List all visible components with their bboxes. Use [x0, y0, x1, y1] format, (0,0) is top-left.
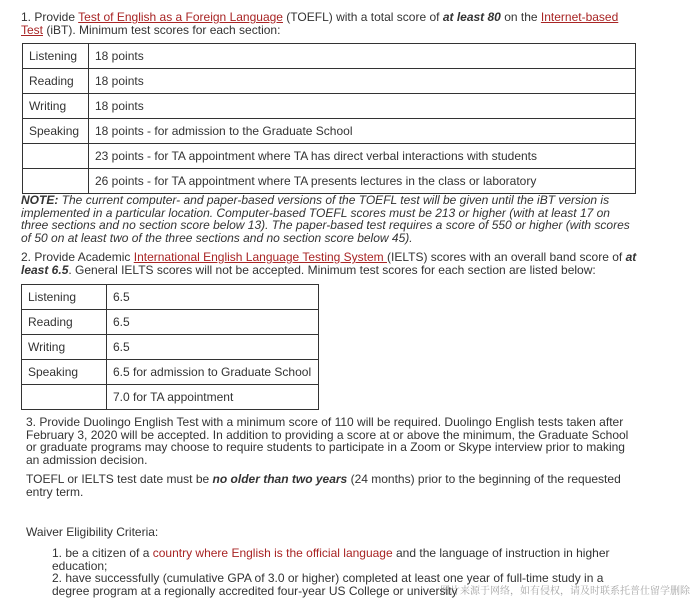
waiver-title: Waiver Eligibility Criteria: — [26, 525, 159, 539]
toefl-link[interactable]: Test of English as a Foreign Language — [78, 10, 283, 24]
toefl-note: NOTE: The current computer- and paper-based versions of the TOEFL test will be given until the iBT version is implemented in a particular location. Computer-based TOEFL scores must be 213 or higher (with at least 17 on three sections and no section score below 13). The paper-based test requires a score of 550 or higher (with scores of 50 on at least two of the three sections and no section score below 45). — [21, 193, 630, 245]
official-language-link[interactable]: country where English is the official language — [152, 546, 393, 560]
ibt-link[interactable]: Internet-based Test — [21, 10, 619, 37]
toefl-min-score: at least 80 — [442, 10, 501, 24]
ielts-paragraph: 2. Provide Academic International English Language Testing System (IELTS) scores with an overall band score of at least 6.5. General IELTS scores will not be accepted. Minimum test scores for each section are listed below: — [21, 250, 637, 277]
table-row: Speaking 18 points - for admission to the Graduate School — [23, 119, 636, 144]
ielts-link[interactable]: International English Language Testing System — [133, 250, 388, 264]
table-row: Speaking 6.5 for admission to Graduate School — [22, 360, 319, 385]
table-row: Listening 6.5 — [22, 285, 319, 310]
toefl-score-table — [22, 43, 636, 194]
table-row: Writing 18 points — [23, 94, 636, 119]
waiver-item-2: 2. have successfully (cumulative GPA of 3.0 or higher) completed at least one year of full-time study in a degree program at a regionally accredited four-year US College or university — [52, 571, 604, 598]
waiver-item-1: 1. be a citizen of a country where English is the official language and the language of instruction in higher education; — [52, 546, 610, 573]
table-row: 7.0 for TA appointment — [22, 385, 319, 410]
table-row: 26 points - for TA appointment where TA presents lectures in the class or laboratory — [23, 169, 636, 194]
table-row: Writing 6.5 — [22, 335, 319, 360]
table-row: Reading 18 points — [23, 69, 636, 94]
test-date-paragraph: TOEFL or IELTS test date must be no older than two years (24 months) prior to the beginning of the requested entry term. — [26, 472, 621, 499]
table-row: 23 points - for TA appointment where TA has direct verbal interactions with students — [23, 144, 636, 169]
ielts-min-score: at least 6.5 — [21, 250, 637, 277]
duolingo-paragraph: 3. Provide Duolingo English Test with a minimum score of 110 will be required. Duolingo English tests taken after February 3, 2020 will be accepted. In addition to providing a score at or above the minimum, the Graduate School or graduate programs may choose to require students to participate in a Zoom or Skype interview prior to making an admission decision. — [26, 415, 629, 467]
watermark-text: 图片来源于网络，如有侵权，请及时联系托普仕留学删除 — [440, 586, 690, 597]
table-row: Reading 6.5 — [22, 310, 319, 335]
table-row: Listening 18 points — [23, 44, 636, 69]
ielts-score-table — [21, 284, 319, 410]
toefl-paragraph: 1. Provide Test of English as a Foreign Language (TOEFL) with a total score of at least 80 on the Internet-based Test (iBT). Minimum test scores for each section: — [21, 10, 619, 37]
